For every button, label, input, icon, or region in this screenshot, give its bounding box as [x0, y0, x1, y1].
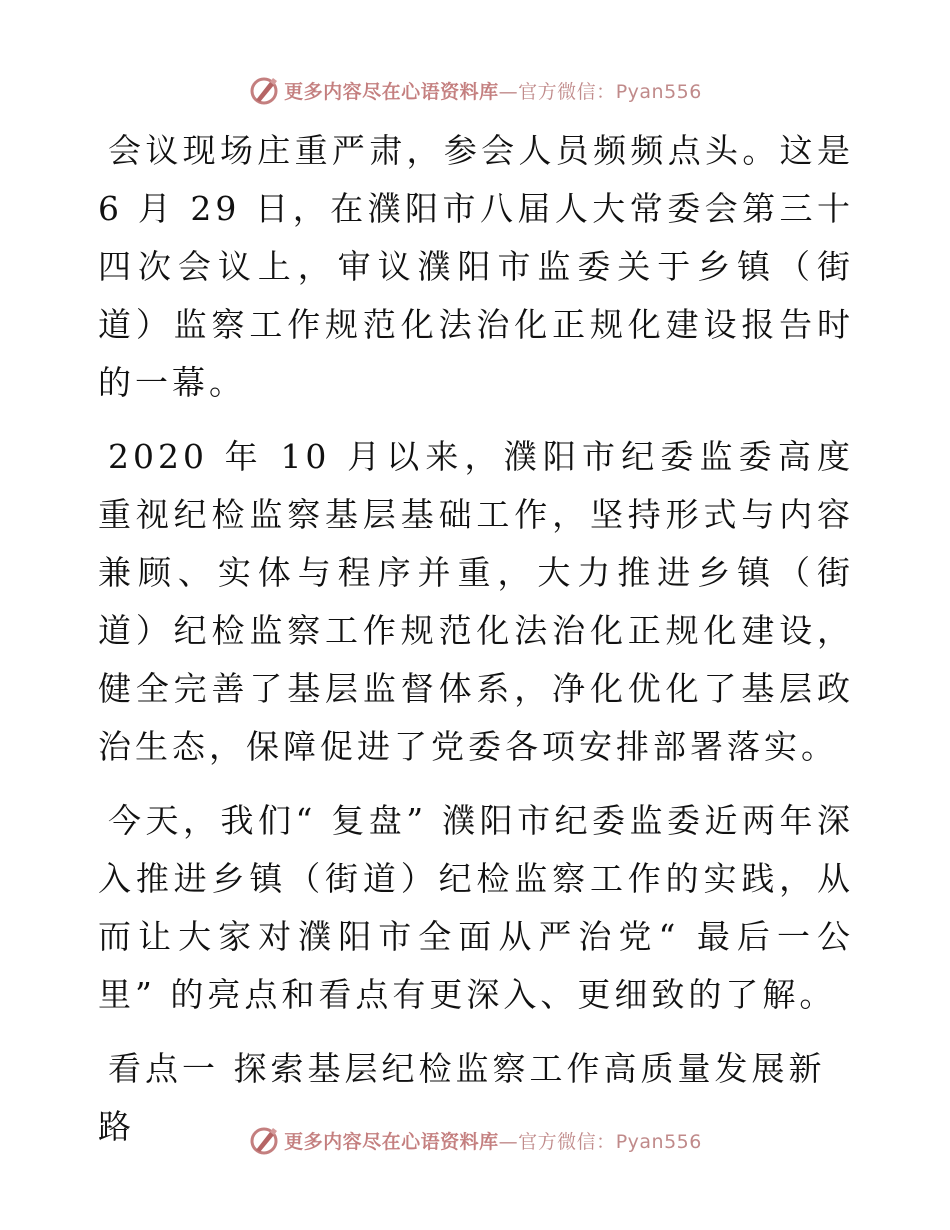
- footer-watermark-banner: [0, 1120, 950, 1160]
- banner-wechat-id: Pyan556: [615, 80, 702, 103]
- banner-wechat-label: 官方微信：: [518, 1130, 616, 1153]
- banner-slogan: 更多内容尽在心语资料库: [284, 80, 499, 103]
- paragraph-2: 2020 年 10 月以来，濮阳市纪委监委高度重视纪检监察基层基础工作，坚持形式与内容兼顾、实体与程序并重，大力推进乡镇（街道）纪检监察工作规范化法治化正规化建设，健全完善了基层监督体系，净化优化了基层政治生态，保障促进了党委各项安排部署落实。: [98, 437, 854, 766]
- paragraph-3: 今天，我们“ 复盘” 濮阳市纪委监委近两年深入推进乡镇（街道）纪检监察工作的实践，从而让大家对濮阳市全面从严治党“ 最后一公里” 的亮点和看点有更深入、更细致的了解。: [98, 801, 854, 1014]
- banner-wechat-label: 官方微信：: [518, 80, 616, 103]
- pen-logo-icon: [248, 1124, 280, 1156]
- document-body: [98, 122, 854, 1156]
- banner-slogan: 更多内容尽在心语资料库: [284, 1130, 499, 1153]
- footer-watermark-text: [284, 1127, 702, 1154]
- section-heading: 看点一 探索基层纪检监察工作高质量发展新路: [98, 1049, 826, 1146]
- banner-wechat-id: Pyan556: [615, 1130, 702, 1153]
- header-watermark-text: [284, 77, 702, 104]
- pen-logo-icon: [248, 74, 280, 106]
- header-watermark-banner: [0, 70, 950, 110]
- banner-separator: —: [498, 80, 519, 103]
- paragraph-1: 会议现场庄重严肃，参会人员频频点头。这是 6 月 29 日，在濮阳市八届人大常委会第三十四次会议上，审议濮阳市监委关于乡镇（街道）监察工作规范化法治化正规化建设报告时的一幕。: [98, 131, 854, 402]
- banner-separator: —: [498, 1130, 519, 1153]
